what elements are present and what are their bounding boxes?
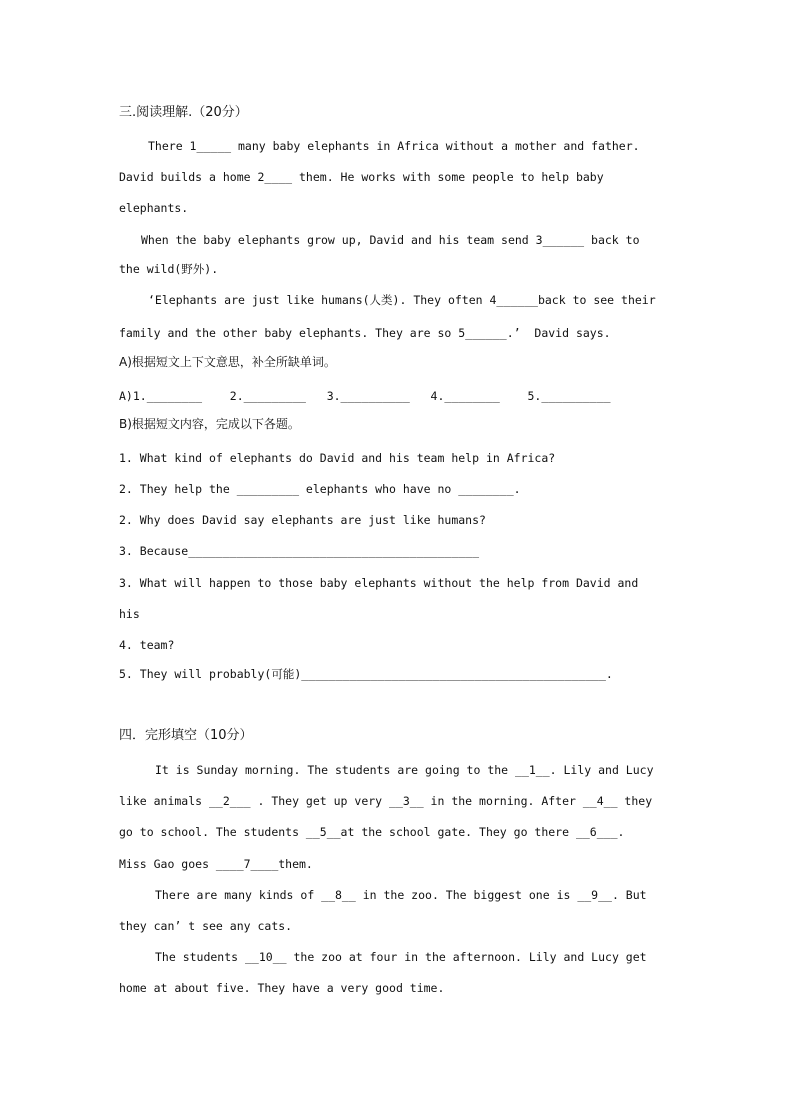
cloze-line: go to school. The students __5__at the school gate. They go there __6___. bbox=[119, 825, 625, 839]
cloze-line: they can’ t see any cats. bbox=[119, 919, 293, 933]
passage-line: There 1_____ many baby elephants in Africa without a mother and father. bbox=[148, 139, 640, 153]
question-line: 1. What kind of elephants do David and his team help in Africa? bbox=[119, 451, 556, 465]
passage-line: David builds a home 2____ them. He works with some people to help baby bbox=[119, 170, 604, 184]
part-a-instruction: A)根据短文上下文意思，补全所缺单词。 bbox=[119, 355, 336, 369]
cloze-line: Miss Gao goes ____7____them. bbox=[119, 857, 313, 871]
part-a-blanks: A)1.________ 2._________ 3.__________ 4.________ 5.__________ bbox=[119, 389, 611, 403]
cloze-line: home at about five. They have a very good time. bbox=[119, 981, 445, 995]
passage-line: family and the other baby elephants. They are so 5______.’ David says. bbox=[119, 326, 611, 340]
passage-line: When the baby elephants grow up, David and his team send 3______ back to bbox=[141, 233, 640, 247]
cloze-line: The students __10__ the zoo at four in the afternoon. Lily and Lucy get bbox=[155, 950, 647, 964]
part-b-instruction: B)根据短文内容，完成以下各题。 bbox=[119, 417, 300, 431]
question-line: 2. They help the _________ elephants who have no ________. bbox=[119, 482, 521, 496]
cloze-line: There are many kinds of __8__ in the zoo. The biggest one is __9__. But bbox=[155, 888, 647, 902]
question-line: 4. team? bbox=[119, 638, 175, 652]
question-line: 2. Why does David say elephants are just like humans? bbox=[119, 513, 486, 527]
cloze-line: like animals __2___ . They get up very __3__ in the morning. After __4__ they bbox=[119, 794, 653, 808]
section-4-title: 四．完形填空（10分） bbox=[119, 728, 253, 743]
passage-line: the wild(野外). bbox=[119, 262, 219, 276]
section-3-title: 三.阅读理解.（20分） bbox=[119, 105, 248, 120]
passage-line: elephants. bbox=[119, 201, 189, 215]
question-line: 5. They will probably(可能)____________________________________________. bbox=[119, 667, 613, 681]
question-line: his bbox=[119, 607, 140, 621]
passage-line: ‘Elephants are just like humans(人类). They often 4______back to see their bbox=[148, 293, 656, 307]
cloze-line: It is Sunday morning. The students are going to the __1__. Lily and Lucy bbox=[155, 763, 654, 777]
question-line: 3. Because__________________________________________ bbox=[119, 544, 480, 558]
question-line: 3. What will happen to those baby elephants without the help from David and bbox=[119, 576, 639, 590]
